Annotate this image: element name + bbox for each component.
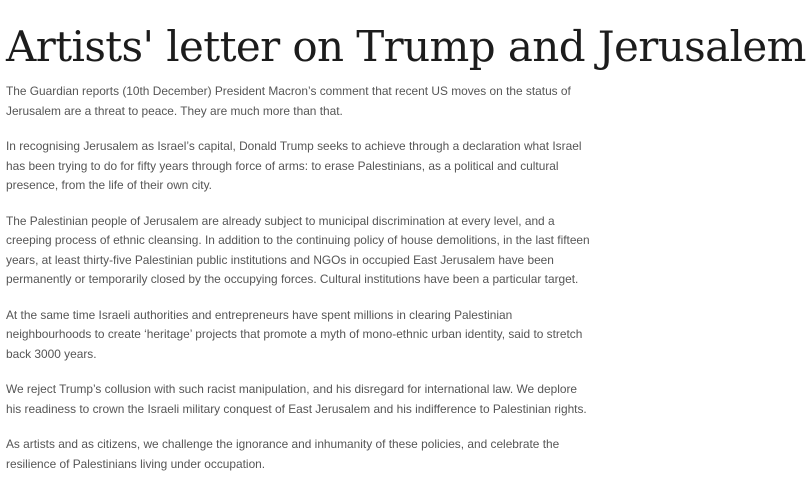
- paragraph: The Guardian reports (10th December) President Macron’s comment that recent US moves on the status of Jerusalem are a threat to peace. They are much more than that.: [6, 84, 571, 118]
- paragraph: In recognising Jerusalem as Israel’s capital, Donald Trump seeks to achieve through a declaration what Israel has been trying to do for fifty years through force of arms: to erase Palestinians, as a political and cultural presence, from the life of their own city.: [6, 139, 582, 192]
- paragraph: The Palestinian people of Jerusalem are already subject to municipal discrimination at every level, and a creeping process of ethnic cleansing. In addition to the continuing policy of house demolitions, in the last fifteen years, at least thirty-five Palestinian public institutions and NGOs in occupied East Jerusalem have been permanently or temporarily closed by the occupying forces. Cultural institutions have been a particular target.: [6, 213, 590, 286]
- paragraph: As artists and as citizens, we challenge the ignorance and inhumanity of these policies, and celebrate the resilience of Palestinians living under occupation.: [6, 437, 560, 471]
- article-body: [6, 82, 592, 490]
- article-title: Artists' letter on Trump and Jerusalem: [6, 22, 806, 71]
- paragraph: We reject Trump’s collusion with such racist manipulation, and his disregard for international law. We deplore his readiness to crown the Israeli military conquest of East Jerusalem and his indifference to Palestinian rights.: [6, 382, 587, 416]
- paragraph: At the same time Israeli authorities and entrepreneurs have spent millions in clearing Palestinian neighbourhoods to create ‘heritage’ projects that promote a myth of mono-ethnic urban identity, said to stretch back 3000 years.: [6, 307, 583, 361]
